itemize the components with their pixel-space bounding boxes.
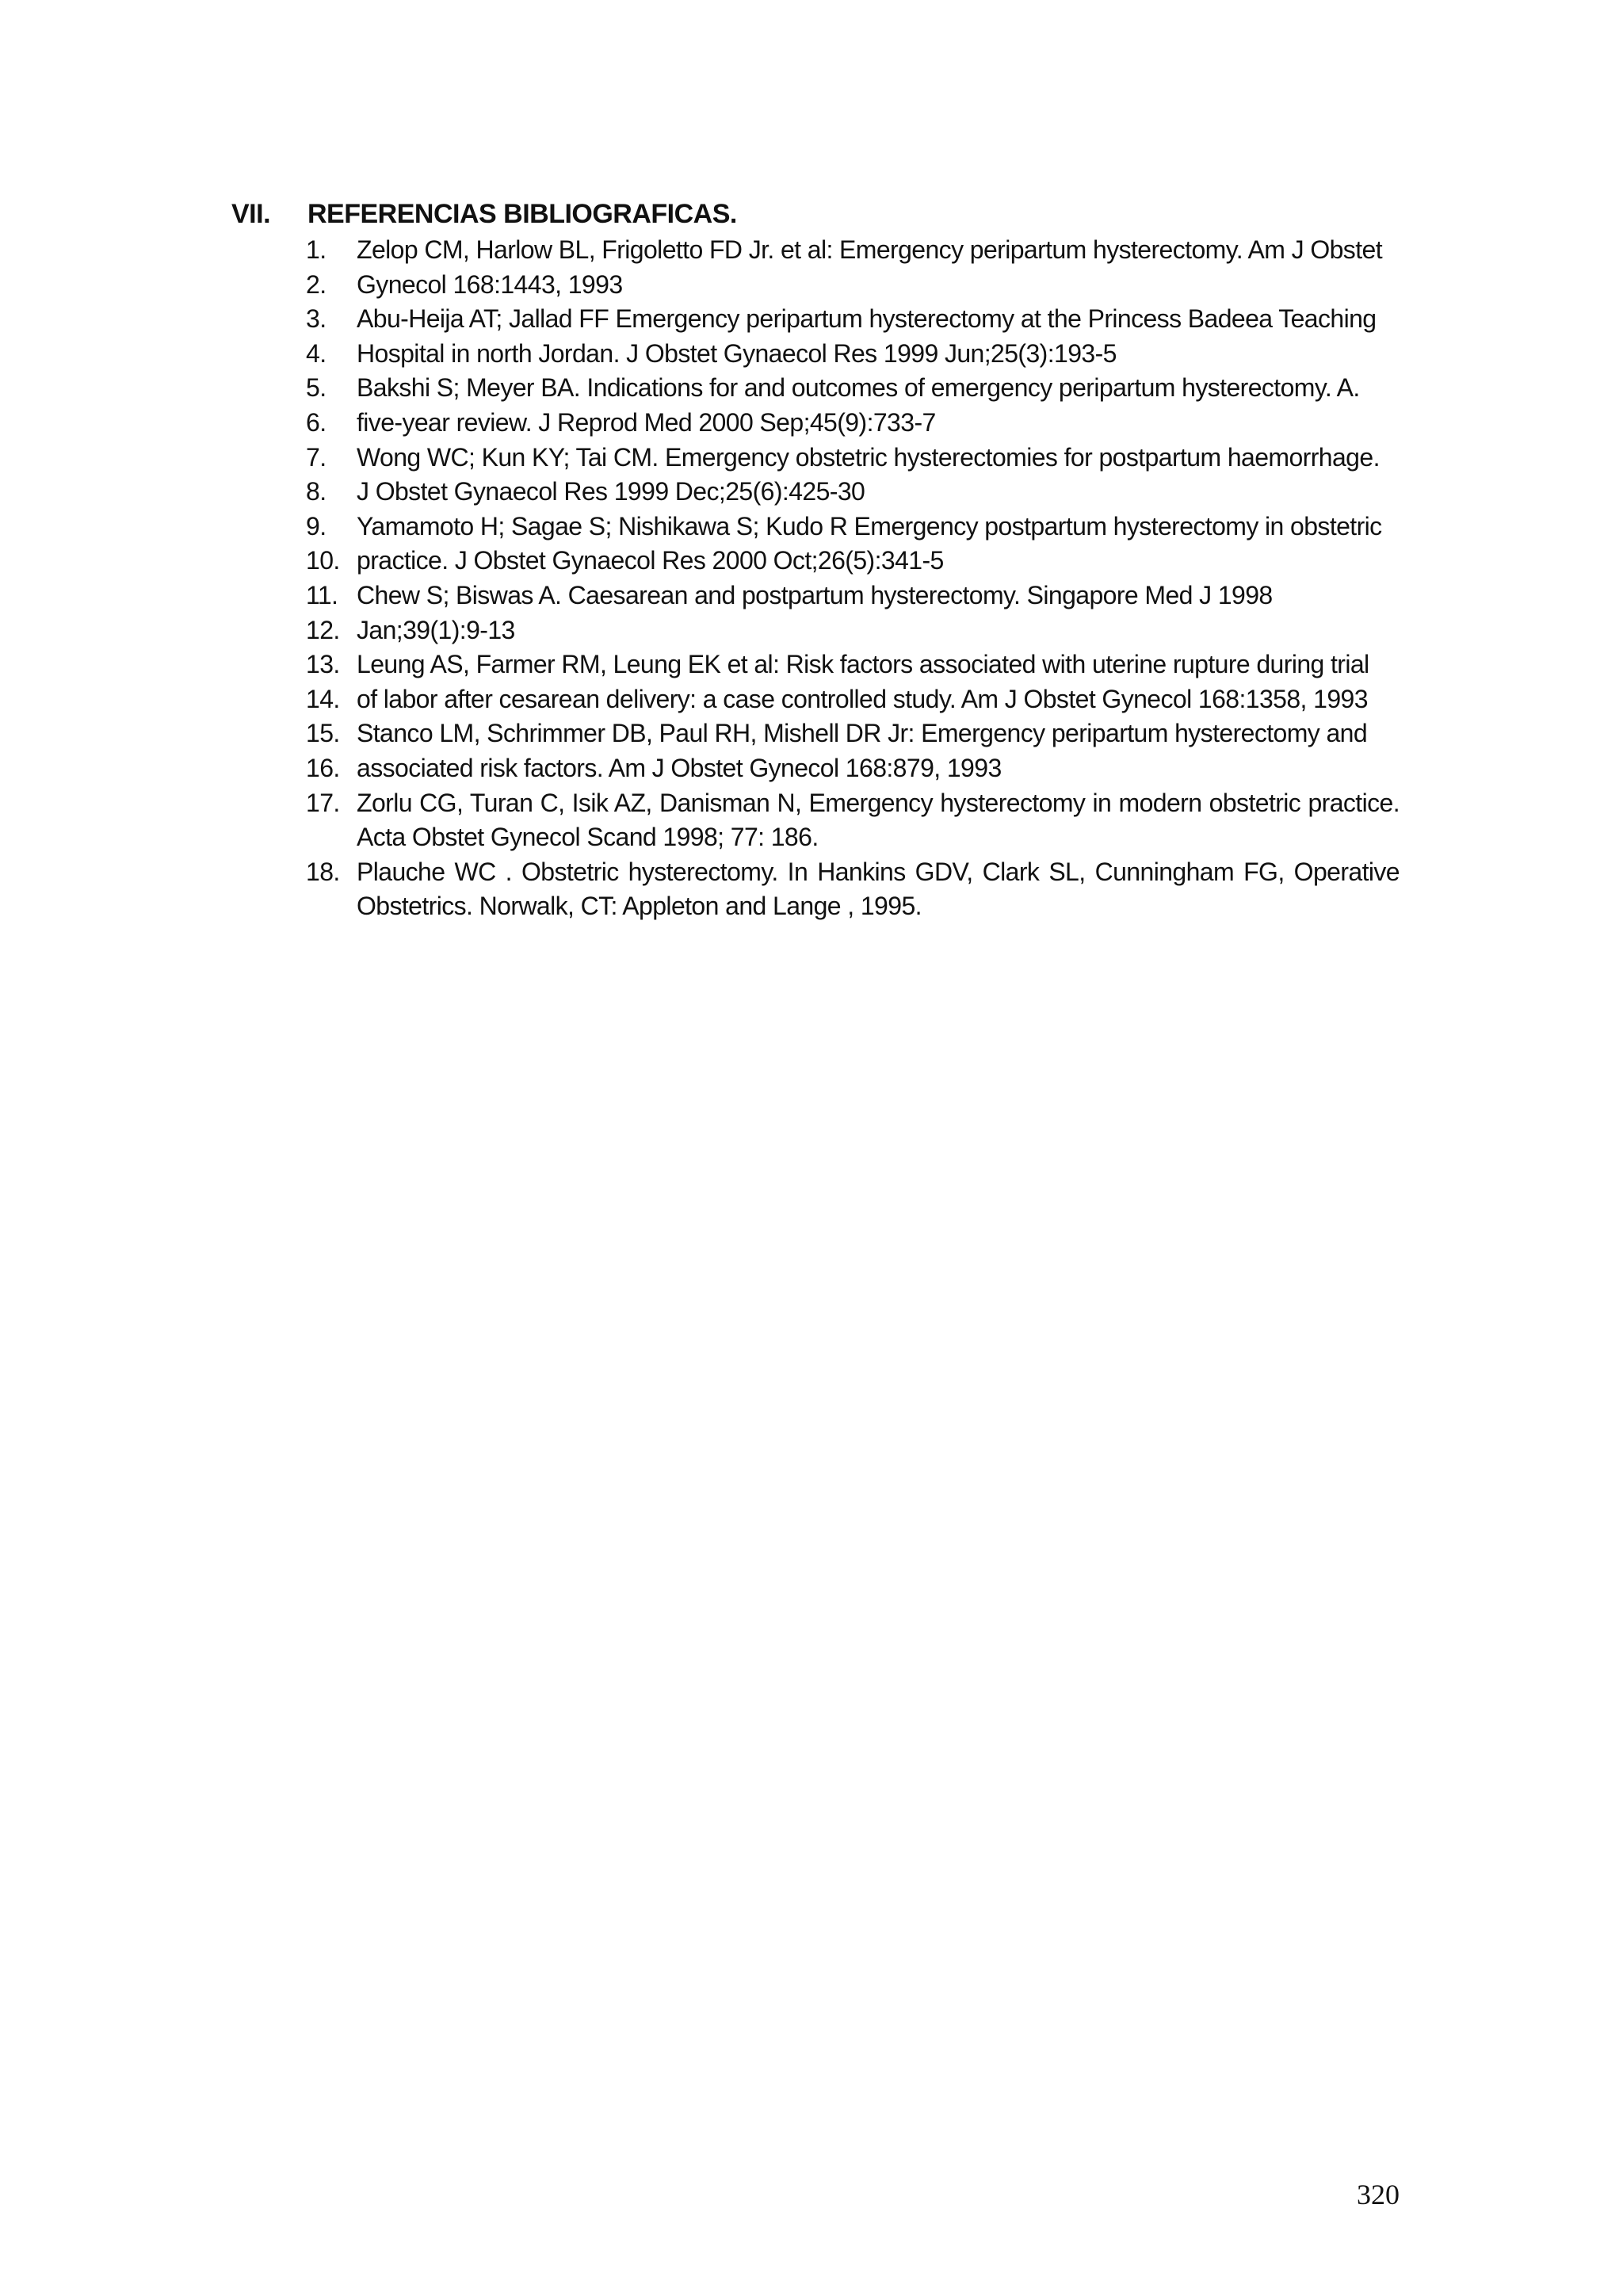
reference-number: 15. <box>306 719 340 748</box>
reference-item <box>306 716 1400 751</box>
reference-item <box>306 475 1400 510</box>
reference-number: 11. <box>306 580 338 609</box>
reference-text: five-year review. J Reprod Med 2000 Sep;45(9):733-7 <box>357 407 936 437</box>
reference-number: 2. <box>306 269 327 299</box>
reference-item <box>306 268 1400 303</box>
reference-number: 3. <box>306 304 327 334</box>
reference-item <box>306 233 1400 268</box>
reference-number: 9. <box>306 511 327 541</box>
reference-number: 17. <box>306 788 340 817</box>
reference-text: Zelop CM, Harlow BL, Frigoletto FD Jr. et al: Emergency peripartum hysterectomy. Am J Obstet <box>357 235 1382 264</box>
reference-number: 4. <box>306 338 327 368</box>
reference-item <box>306 441 1400 476</box>
reference-item <box>306 579 1400 613</box>
reference-number: 8. <box>306 477 327 506</box>
reference-item <box>306 751 1400 786</box>
reference-text: Wong WC; Kun KY; Tai CM. Emergency obstetric hysterectomies for postpartum haemorrhage. <box>357 442 1380 472</box>
reference-item <box>306 786 1400 855</box>
reference-item <box>306 510 1400 544</box>
reference-text: Leung AS, Farmer RM, Leung EK et al: Risk factors associated with uterine rupture during trial <box>357 650 1369 679</box>
reference-text: Hospital in north Jordan. J Obstet Gynaecol Res 1999 Jun;25(3):193-5 <box>357 338 1117 368</box>
reference-item <box>306 855 1400 924</box>
reference-number: 12. <box>306 615 340 644</box>
reference-text: practice. J Obstet Gynaecol Res 2000 Oct;26(5):341-5 <box>357 546 944 575</box>
reference-number: 6. <box>306 407 327 437</box>
reference-list <box>306 233 1400 924</box>
reference-text: Plauche WC . Obstetric hysterectomy. In Hankins GDV, Clark SL, Cunningham FG, Operative Obstetrics. Norwalk, CT: Appleton and Lange , 1995. <box>357 857 1400 921</box>
reference-text: Abu-Heija AT; Jallad FF Emergency peripartum hysterectomy at the Princess Badeea Teaching <box>357 304 1377 334</box>
reference-text: associated risk factors. Am J Obstet Gynecol 168:879, 1993 <box>357 753 1002 782</box>
reference-item <box>306 648 1400 682</box>
reference-text: Zorlu CG, Turan C, Isik AZ, Danisman N, Emergency hysterectomy in modern obstetric practice. Acta Obstet Gynecol Scand 1998; 77: 186. <box>357 788 1400 852</box>
section-title: REFERENCIAS BIBLIOGRAFICAS. <box>307 198 737 229</box>
reference-number: 5. <box>306 373 327 403</box>
reference-number: 10. <box>306 546 340 575</box>
reference-number: 14. <box>306 684 340 713</box>
reference-text: of labor after cesarean delivery: a case controlled study. Am J Obstet Gynecol 168:1358, 1993 <box>357 684 1368 713</box>
reference-text: Stanco LM, Schrimmer DB, Paul RH, Mishell DR Jr: Emergency peripartum hysterectomy and <box>357 719 1368 748</box>
reference-item <box>306 406 1400 441</box>
reference-text: J Obstet Gynaecol Res 1999 Dec;25(6):425-30 <box>357 477 865 506</box>
section-heading <box>231 197 737 231</box>
reference-number: 7. <box>306 442 327 472</box>
reference-number: 16. <box>306 753 340 782</box>
reference-text: Jan;39(1):9-13 <box>357 615 515 644</box>
page-number: 320 <box>1357 2179 1400 2210</box>
reference-text: Chew S; Biswas A. Caesarean and postpartum hysterectomy. Singapore Med J 1998 <box>357 580 1273 609</box>
reference-number: 1. <box>306 235 327 264</box>
reference-item <box>306 682 1400 717</box>
reference-item <box>306 371 1400 406</box>
section-numeral: VII. <box>231 198 271 229</box>
reference-number: 18. <box>306 857 340 886</box>
reference-number: 13. <box>306 650 340 679</box>
reference-text: Gynecol 168:1443, 1993 <box>357 269 623 299</box>
reference-text: Yamamoto H; Sagae S; Nishikawa S; Kudo R Emergency postpartum hysterectomy in obstetric <box>357 511 1382 541</box>
reference-item <box>306 337 1400 372</box>
reference-item <box>306 544 1400 579</box>
reference-item <box>306 302 1400 337</box>
reference-item <box>306 613 1400 648</box>
reference-text: Bakshi S; Meyer BA. Indications for and outcomes of emergency peripartum hysterectomy. A. <box>357 373 1360 403</box>
